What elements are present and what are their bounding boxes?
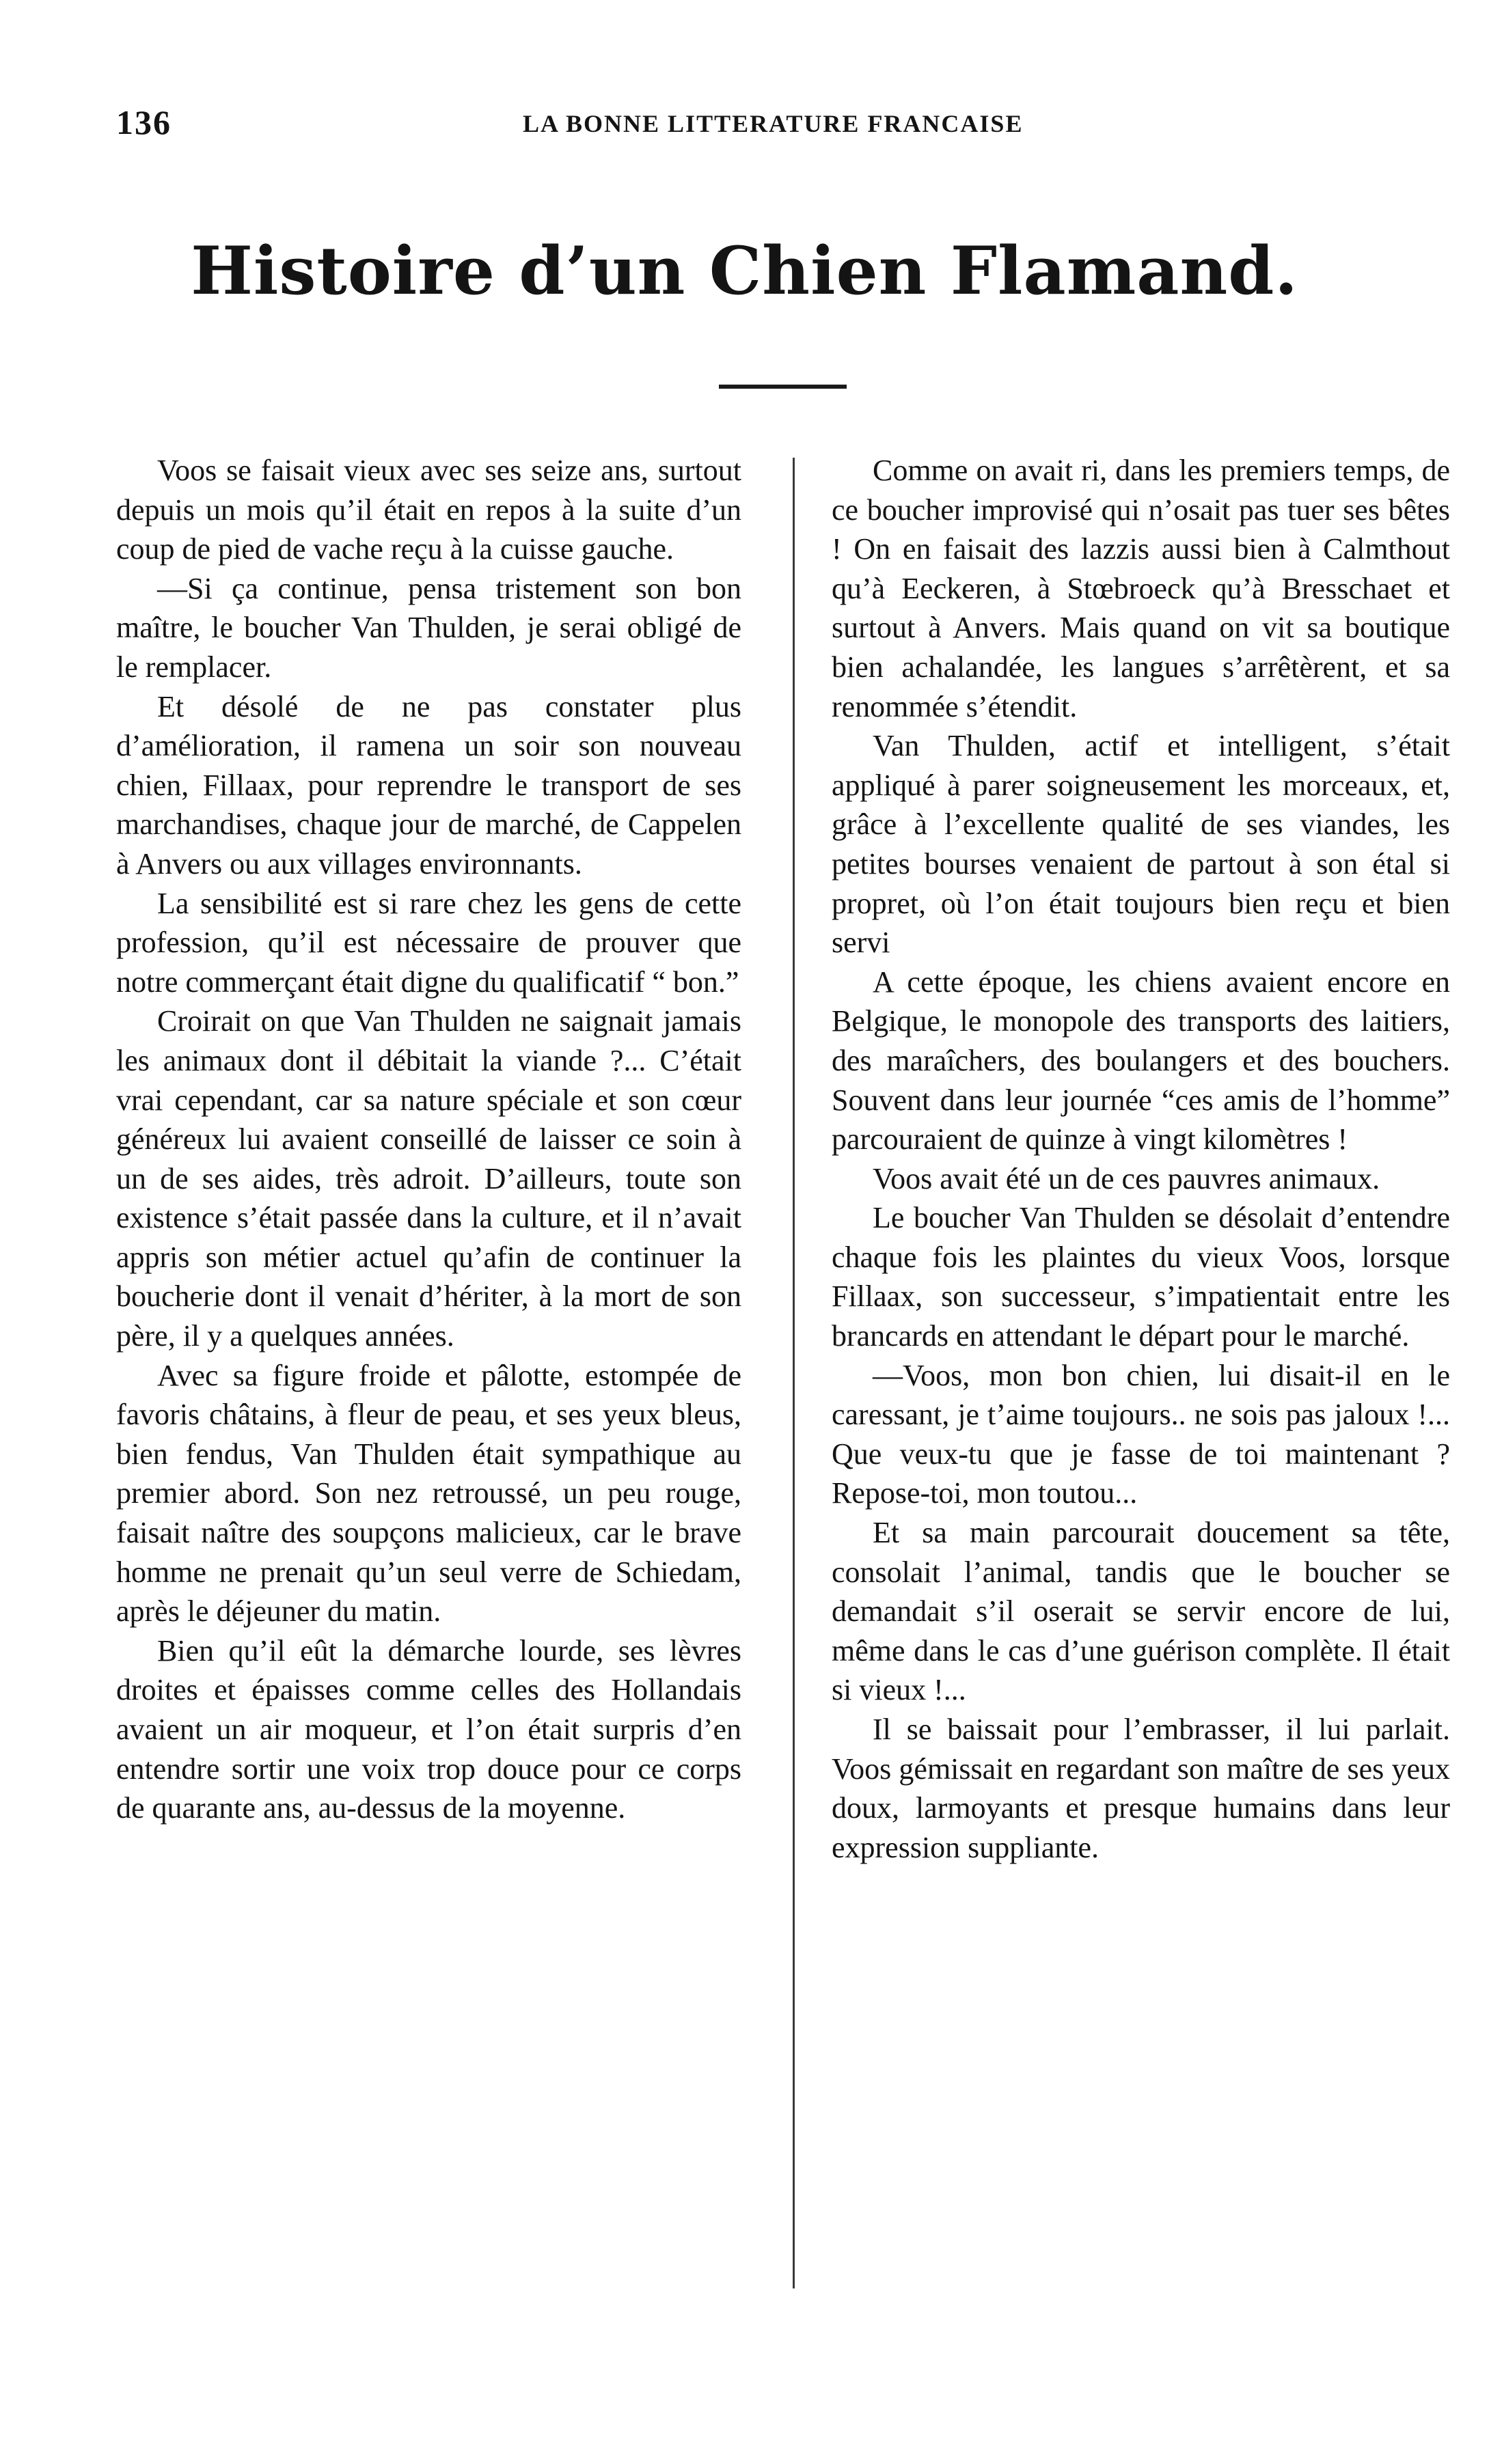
right-column: [832, 451, 1450, 1867]
article-title: Histoire d’un Chien Flamand.: [191, 232, 1298, 309]
right-paragraph-6: —Voos, mon bon chien, lui disait-il en le caressant, je t’aime toujours.. ne sois pas jaloux !... Que veux-tu que je fasse de toi maintenant ? Repose-toi, mon toutou...: [832, 1358, 1450, 1510]
left-paragraph-7: Bien qu’il eût la démarche lourde, ses lèvres droites et épaisses comme celles des Hollandais avaient un air moqueur, et l’on était surpris d’en entendre sortir une voix trop douce pour ce corps de quarante ans, au-dessus de la moyenne.: [116, 1633, 741, 1825]
right-paragraph-1: Comme on avait ri, dans les premiers temps, de ce boucher improvisé qui n’osait pas tuer ses bêtes ! On en faisait des lazzis aussi bien à Calmthout qu’à Eeckeren, à Stœbroeck qu’à Bresschaet et surtout à Anvers. Mais quand on vit sa boutique bien achalandée, les langues s’arrêtèrent, et sa renommée s’étendit.: [832, 454, 1450, 723]
left-paragraph-2: —Si ça continue, pensa tristement son bon maître, le boucher Van Thulden, je serai obligé de le remplacer.: [116, 571, 741, 684]
left-paragraph-4: La sensibilité est si rare chez les gens de cette profession, qu’il est nécessaire de prouver que notre commerçant était digne du qualificatif “ bon.”: [116, 886, 741, 999]
title-rule: [719, 385, 847, 389]
right-paragraph-7: Et sa main parcourait doucement sa tête, consolait l’animal, tandis que le boucher se demandait s’il oserait se servir encore de lui, même dans le cas d’une guérison complète. Il était si vieux !...: [832, 1516, 1450, 1707]
left-paragraph-3: Et désolé de ne pas constater plus d’amélioration, il ramena un soir son nouveau chien, Fillaax, pour reprendre le transport de ses marchandises, chaque jour de marché, de Cappelen à Anvers ou aux villages environnants.: [116, 689, 741, 881]
left-paragraph-5: Croirait on que Van Thulden ne saignait jamais les animaux dont il débitait la viande ?... C’était vrai cependant, car sa nature spéciale et son cœur généreux lui avaient conseillé de laisser ce soin à un de ses aides, très adroit. D’ailleurs, toute son existence s’était passée dans la culture, et il n’avait appris son métier actuel qu’afin de continuer la boucherie dont il venait d’hériter, à la mort de son père, il y a quelques années.: [116, 1004, 741, 1353]
left-column: [116, 451, 741, 1828]
running-title: LA BONNE LITTERATURE FRANCAISE: [523, 110, 1024, 137]
right-paragraph-2: Van Thulden, actif et intelligent, s’était appliqué à parer soigneusement les morceaux, et, grâce à l’excellente qualité de ses viandes, les petites bourses venaient de partout à son étal si propret, où l’on était toujours bien reçu et bien servi: [832, 729, 1450, 960]
right-paragraph-5: Le boucher Van Thulden se désolait d’entendre chaque fois les plaintes du vieux Voos, lorsque Fillaax, son successeur, s’impatientait entre les brancards en attendant le départ pour le marché.: [832, 1201, 1450, 1353]
page-number: 136: [116, 103, 172, 141]
column-divider: [793, 458, 795, 2288]
right-paragraph-4: Voos avait été un de ces pauvres animaux.: [873, 1161, 1380, 1195]
right-paragraph-8: Il se baissait pour l’embrasser, il lui parlait. Voos gémissait en regardant son maître de ses yeux doux, larmoyants et presque humains dans leur expression suppliante.: [832, 1713, 1450, 1864]
left-paragraph-1: Voos se faisait vieux avec ses seize ans, surtout depuis un mois qu’il était en repos à la suite d’un coup de pied de vache reçu à la cuisse gauche.: [116, 454, 741, 566]
running-header: [116, 102, 1428, 143]
left-paragraph-6: Avec sa figure froide et pâlotte, estompée de favoris châtains, à fleur de peau, et ses yeux bleus, bien fendus, Van Thulden était sympathique au premier abord. Son nez retroussé, un peu rouge, faisait naître des soupçons malicieux, car le brave homme ne prenait qu’un seul verre de Schiedam, après le déjeuner du matin.: [116, 1358, 741, 1629]
right-paragraph-3: A cette époque, les chiens avaient encore en Belgique, le monopole des transports des laitiers, des maraîchers, des boulangers et des bouchers. Souvent dans leur journée “ces amis de l’homme” parcouraient de quinze à vingt kilomètres !: [832, 965, 1450, 1157]
